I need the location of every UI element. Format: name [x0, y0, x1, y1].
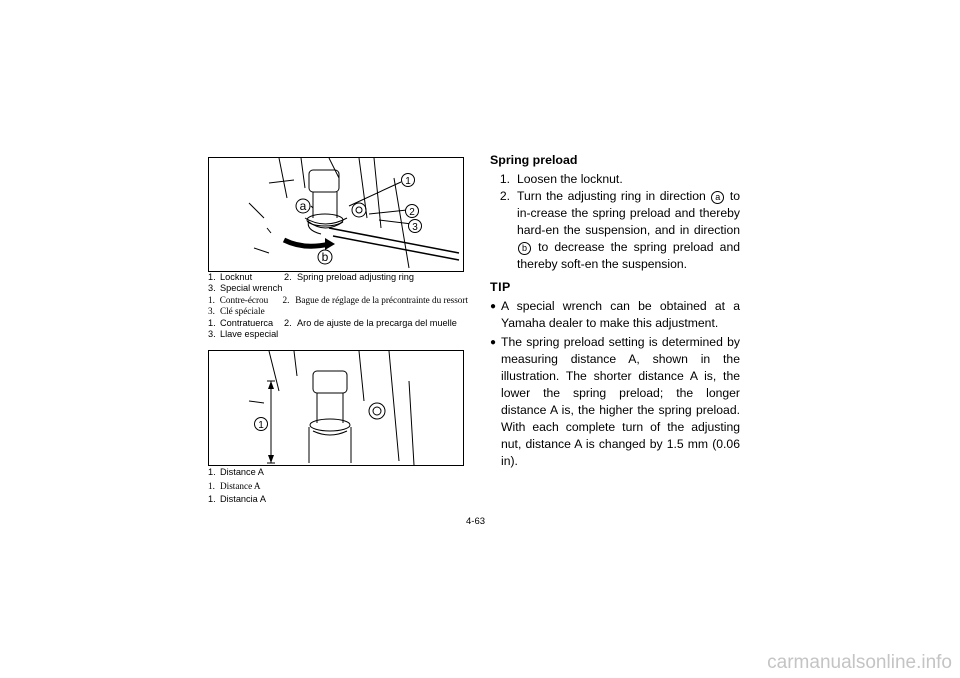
callout-3: 3 — [412, 222, 418, 233]
callout-1: 1 — [258, 420, 264, 431]
step-1: 1. Loosen the locknut. — [499, 172, 623, 186]
callout-2: 2 — [409, 207, 415, 218]
caption-french: 1. Contre-écrou 2. Bague de réglage de la précontrainte du ressort 3. Clé spéciale — [208, 295, 468, 316]
direction-b-icon: b — [518, 242, 531, 255]
callout-a: a — [299, 199, 307, 213]
tip-label: TIP — [490, 280, 511, 294]
watermark: carmanualsonline.info — [767, 652, 952, 673]
illustration-shock-distance — [209, 351, 463, 465]
direction-a-icon: a — [711, 191, 724, 204]
bullet-icon: ● — [490, 337, 497, 348]
section-heading: Spring preload — [490, 153, 578, 167]
bullet-icon: ● — [490, 301, 497, 312]
caption-spanish: 1. Distancia A — [208, 494, 266, 505]
caption-english: 1. Locknut 2. Spring preload adjusting ring 3. Special wrench — [208, 272, 414, 293]
figure2-caption — [208, 467, 468, 505]
spring-preload-section — [490, 152, 740, 470]
figure1-caption — [208, 272, 468, 342]
callout-1: 1 — [405, 176, 411, 187]
callout-b: b — [321, 250, 329, 264]
step-2: 2. Turn the adjusting ring in direction a to in-crease the spring preload and thereby hard-en the suspension, and in direction b to decrease the spring preload and thereby soft-en the suspension. — [499, 189, 741, 271]
tip-bullet-1: ● A special wrench can be obtained at a Yamaha dealer to make this adjustment. — [490, 299, 740, 330]
illustration-shock-wrench — [209, 158, 463, 271]
caption-spanish: 1. Contratuerca 2. Aro de ajuste de la precarga del muelle 3. Llave especial — [208, 318, 457, 339]
caption-english: 1. Distance A — [208, 467, 264, 477]
caption-french: 1. Distance A — [208, 480, 261, 491]
figure-spring-preload-adjust — [208, 157, 464, 272]
figure-distance-a — [208, 350, 464, 466]
page-number: 4-63 — [466, 516, 486, 527]
tip-bullet-2: ● The spring preload setting is determined by measuring distance A, shown in the illustration. The shorter distance A is, the lower the spring preload; the longer distance A is, the higher the spring preload. With each complete turn of the adjusting nut, distance A is changed by 1.5 mm (0.06 in). — [490, 335, 740, 468]
